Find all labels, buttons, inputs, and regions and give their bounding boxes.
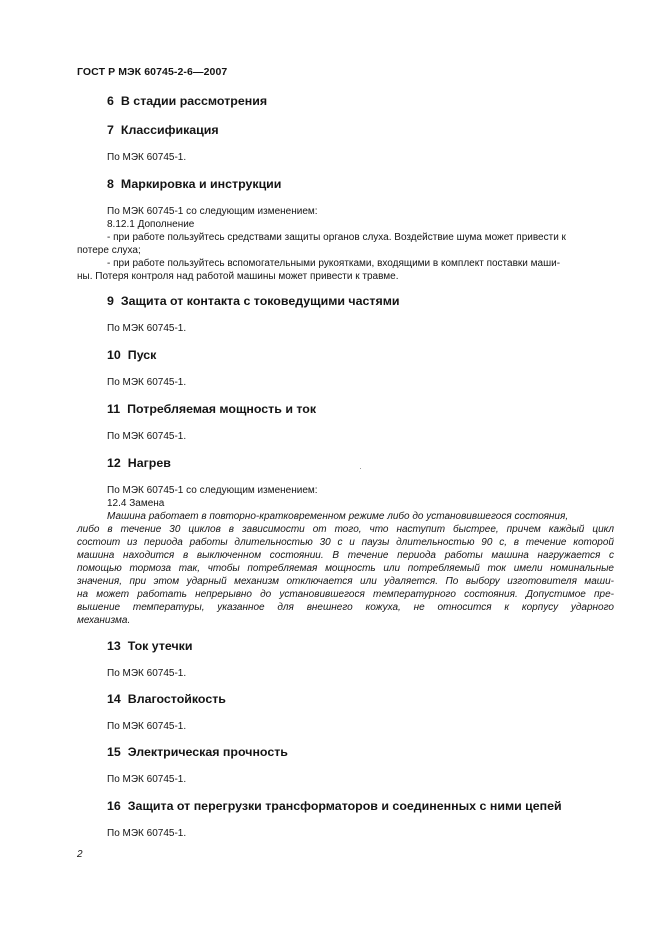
section-9-heading	[107, 294, 399, 308]
section-10-text: По МЭК 60745-1.	[107, 377, 187, 388]
section-number: 8	[107, 177, 114, 191]
section-number: 6	[107, 94, 114, 108]
section-8-item-1b: потере слуха;	[77, 245, 141, 256]
section-number: 15	[107, 745, 121, 759]
section-12-heading	[107, 456, 171, 470]
section-title: Влагостойкость	[127, 692, 226, 706]
section-16-heading	[107, 799, 562, 813]
section-title: Пуск	[127, 348, 157, 362]
section-number: 16	[107, 799, 121, 813]
section-number: 12	[107, 456, 121, 470]
section-8-item-2b: ны. Потеря контроля над работой машины может привести к травме.	[77, 271, 399, 282]
section-number: 10	[107, 348, 121, 362]
section-number: 9	[107, 294, 114, 308]
section-number: 11	[107, 402, 121, 416]
section-13-heading	[107, 639, 193, 653]
section-8-heading	[107, 177, 281, 191]
section-12-line-3: состоит из периода работы длительностью 30 с и паузы длительностью 90 с, в течение которой	[77, 537, 614, 548]
section-number: 7	[107, 123, 114, 137]
section-14-text: По МЭК 60745-1.	[107, 721, 187, 732]
section-10-heading	[107, 348, 156, 362]
page-number: 2	[77, 849, 83, 860]
section-9-text: По МЭК 60745-1.	[107, 323, 187, 334]
section-12-line-9: механизма.	[77, 615, 131, 626]
section-14-heading	[107, 692, 226, 706]
section-12-line-6: значения, при этом ударный механизм отключается или удаляется. По выбору изготовителя маши-	[77, 576, 614, 587]
section-title: В стадии рассмотрения	[120, 94, 268, 108]
section-12-line-1: Машина работает в повторно-кратковременном режиме либо до установившегося состояния,	[107, 511, 569, 522]
section-title: Нагрев	[127, 456, 171, 470]
section-title: Электрическая прочность	[127, 745, 288, 759]
section-8-subclause: 8.12.1 Дополнение	[107, 219, 195, 230]
section-12-line-7: на может работать непрерывно до установившегося температурного состояния. Допустимое пре-	[77, 589, 614, 600]
section-number: 13	[107, 639, 121, 653]
section-8-text: По МЭК 60745-1 со следующим изменением:	[107, 206, 318, 217]
section-12-line-4: машина находится в выключенном состоянии. В течение периода работы машина нагружается с	[77, 550, 614, 561]
section-title: Классификация	[120, 123, 219, 137]
section-title: Защита от перегрузки трансформаторов и соединенных с ними цепей	[127, 799, 562, 813]
section-8-item-1a: - при работе пользуйтесь средствами защиты органов слуха. Воздействие шума может привести к	[107, 232, 566, 243]
section-12-line-5: помощью тормоза так, чтобы потребляемая мощность или потребляемый ток имели номинальные	[77, 563, 614, 574]
section-title: Ток утечки	[127, 639, 193, 653]
section-8-item-2a: - при работе пользуйтесь вспомогательными рукоятками, входящими в комплект поставки маши-	[107, 258, 561, 269]
section-7-heading	[107, 123, 219, 137]
section-11-text: По МЭК 60745-1.	[107, 431, 187, 442]
section-13-text: По МЭК 60745-1.	[107, 668, 187, 679]
section-title: Маркировка и инструкции	[120, 177, 282, 191]
section-15-heading	[107, 745, 288, 759]
section-7-text: По МЭК 60745-1.	[107, 152, 187, 163]
document-header: ГОСТ Р МЭК 60745-2-6—2007	[77, 66, 228, 78]
section-15-text: По МЭК 60745-1.	[107, 774, 187, 785]
section-11-heading	[107, 402, 316, 416]
section-title: Потребляемая мощность и ток	[127, 402, 317, 416]
section-12-subclause: 12.4 Замена	[107, 498, 165, 509]
section-title: Защита от контакта с токоведущими частями	[120, 294, 400, 308]
section-12-line-2: либо в течение 30 циклов в зависимости от того, что наступит быстрее, причем каждый цикл	[77, 524, 614, 535]
section-12-line-8: вышение температуры, указанное для внешнего кожуха, не относится к корпусу ударного	[77, 602, 614, 613]
section-16-text: По МЭК 60745-1.	[107, 828, 187, 839]
section-6-heading	[107, 94, 267, 108]
section-number: 14	[107, 692, 121, 706]
scan-speck	[360, 468, 361, 469]
section-12-text: По МЭК 60745-1 со следующим изменением:	[107, 485, 318, 496]
